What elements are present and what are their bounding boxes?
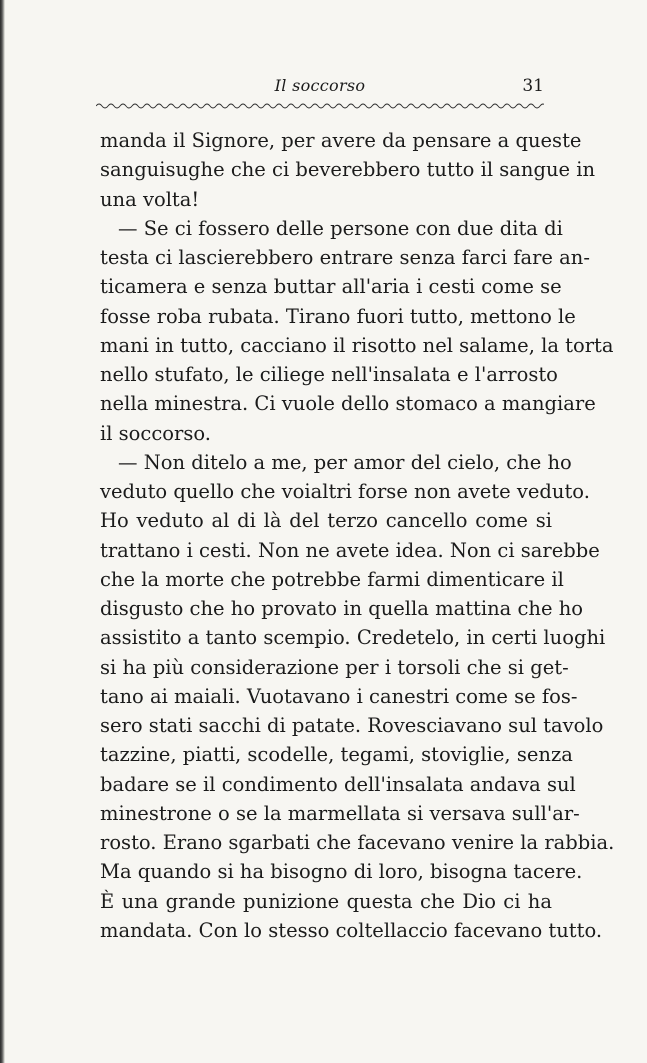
wavy-rule-ornament xyxy=(96,100,544,112)
text-line: testa ci lascierebbero entrare senza farci fare an- xyxy=(100,246,590,269)
page-header xyxy=(96,74,544,98)
running-title: Il soccorso xyxy=(274,76,366,95)
text-line: sanguisughe che ci beverebbero tutto il sangue in xyxy=(100,158,596,182)
text-line: disgusto che ho provato in quella mattina che ho xyxy=(100,597,584,620)
text-line: minestrone o se la marmellata si versava sull'ar- xyxy=(100,801,580,825)
text-line: Ho veduto al di là del terzo cancello come si xyxy=(100,509,552,533)
text-line: rosto. Erano sgarbati che facevano venire la rabbia. xyxy=(100,831,615,854)
text-line: badare se il condimento dell'insalata andava sul xyxy=(100,772,576,796)
text-line: che la morte che potrebbe farmi dimenticare il xyxy=(100,567,564,591)
text-line: tano ai maiali. Vuotavano i canestri come se fos- xyxy=(100,684,578,708)
text-line: si ha più considerazione per i torsoli che si get- xyxy=(100,655,569,679)
text-line: fosse roba rubata. Tirano fuori tutto, mettono le xyxy=(100,304,576,328)
text-line: trattano i cesti. Non ne avete idea. Non ci sarebbe xyxy=(100,538,600,562)
text-line: sero stati sacchi di patate. Rovesciavano sul tavolo xyxy=(100,714,604,737)
page-binding-edge xyxy=(0,0,5,1063)
text-line: mandata. Con lo stesso coltellaccio facevano tutto. xyxy=(100,918,603,942)
text-line: nello stufato, le ciliege nell'insalata e l'arrosto xyxy=(100,363,558,386)
text-line: — Se ci fossero delle persone con due dita di xyxy=(118,216,563,240)
text-line: — Non ditelo a me, per amor del cielo, che ho xyxy=(118,450,572,474)
text-line: ticamera e senza buttar all'aria i cesti come se xyxy=(100,275,562,299)
text-line: mani in tutto, cacciano il risotto nel salame, la torta xyxy=(100,333,614,357)
page-number: 31 xyxy=(522,76,544,96)
body-text xyxy=(100,126,615,945)
text-line: nella minestra. Ci vuole dello stomaco a mangiare xyxy=(100,392,596,416)
text-line: tazzine, piatti, scodelle, tegami, stoviglie, senza xyxy=(100,743,573,767)
text-line: assistito a tanto scempio. Credetelo, in certi luoghi xyxy=(100,626,606,650)
text-line: veduto quello che voialtri forse non avete veduto. xyxy=(100,480,590,503)
text-line: È una grande punizione questa che Dio ci ha xyxy=(100,889,552,913)
text-line: manda il Signore, per avere da pensare a queste xyxy=(100,129,582,152)
text-line: una volta! xyxy=(100,187,200,211)
text-line: Ma quando si ha bisogno di loro, bisogna tacere. xyxy=(100,860,583,884)
text-line: il soccorso. xyxy=(100,421,211,445)
